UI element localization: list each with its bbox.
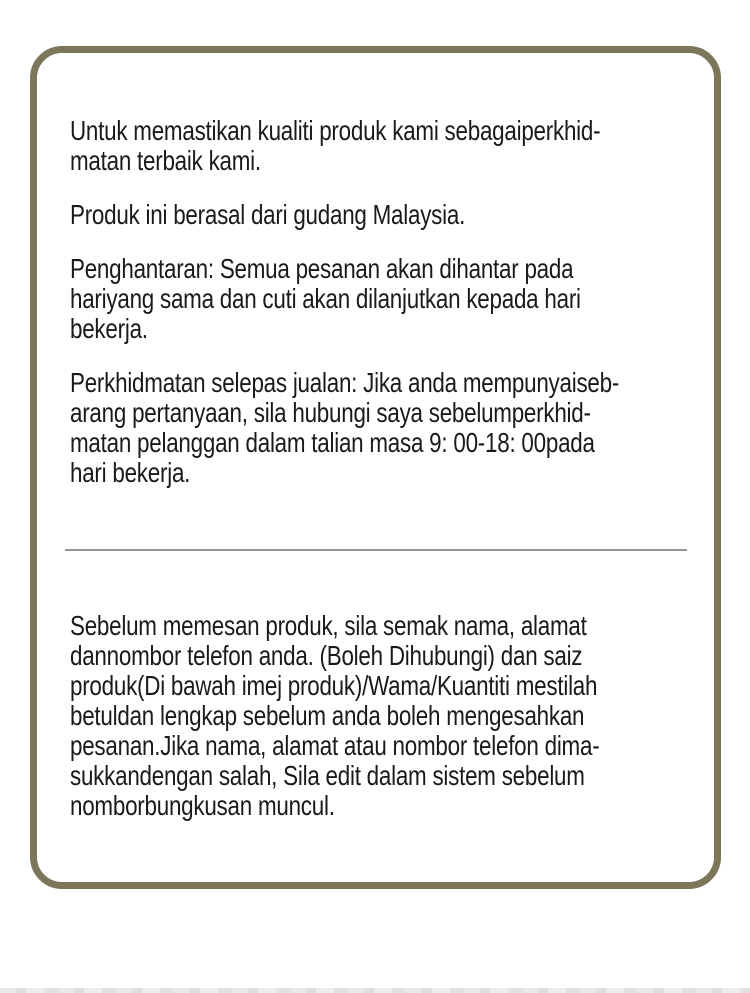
text-line: sukkandengan salah, Sila edit dalam sistem sebelum xyxy=(70,760,585,791)
text-line: Penghantaran: Semua pesanan akan dihantar pada xyxy=(70,253,574,284)
text-line: betuldan lengkap sebelum anda boleh mengesahkan xyxy=(70,700,585,731)
paragraph-quality xyxy=(70,116,690,176)
text-line: hariyang sama dan cuti akan dilanjutkan kepada hari xyxy=(70,283,581,314)
text-line: Perkhidmatan selepas jualan: Jika anda mempunyaiseb- xyxy=(70,367,620,398)
paragraph-shipping xyxy=(70,254,690,344)
text-line: pesanan.Jika nama, alamat atau nombor telefon dima- xyxy=(70,730,600,761)
paragraph-after-sales xyxy=(70,368,690,488)
text-line: produk(Di bawah imej produk)/Wama/Kuantiti mestilah xyxy=(70,670,598,701)
text-line: dannombor telefon anda. (Boleh Dihubungi) dan saiz xyxy=(70,640,583,671)
paragraph-order-check xyxy=(70,611,690,821)
text-line: nomborbungkusan muncul. xyxy=(70,790,335,821)
text-line: matan pelanggan dalam talian masa 9: 00-18: 00pada xyxy=(70,427,595,458)
text-line: hari bekerja. xyxy=(70,457,191,488)
text-line: matan terbaik kami. xyxy=(70,145,261,176)
text-line: bekerja. xyxy=(70,313,148,344)
paragraph-origin xyxy=(70,200,690,230)
section-divider xyxy=(65,549,687,551)
text-line: arang pertanyaan, sila hubungi saya sebelumperkhid- xyxy=(70,397,591,428)
text-line: Produk ini berasal dari gudang Malaysia. xyxy=(70,199,466,230)
notice-content xyxy=(37,53,714,821)
next-image-edge-strip xyxy=(0,988,750,993)
text-line: Sebelum memesan produk, sila semak nama, alamat xyxy=(70,610,587,641)
text-line: Untuk memastikan kualiti produk kami sebagaiperkhid- xyxy=(70,115,601,146)
notice-box xyxy=(30,46,721,889)
